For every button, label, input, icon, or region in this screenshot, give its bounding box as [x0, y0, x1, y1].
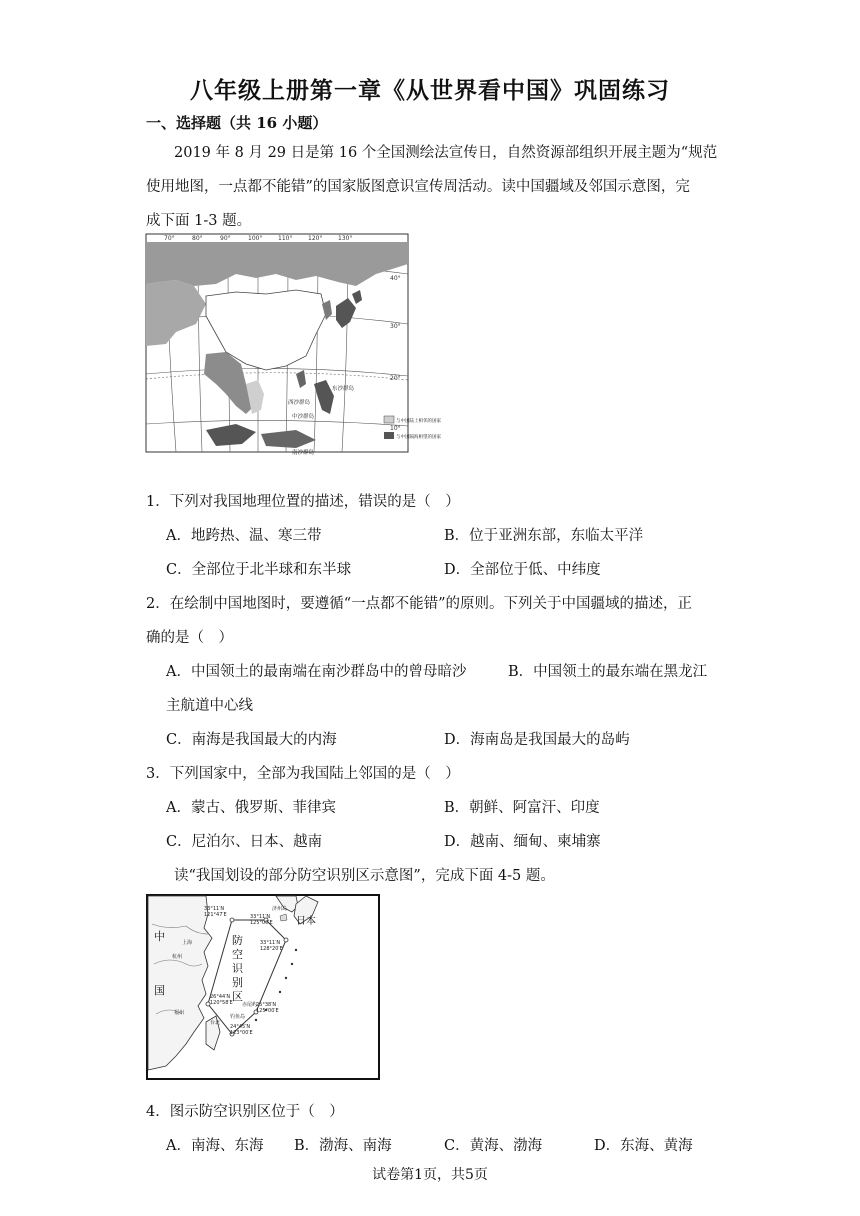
coord-label: 123°00′E	[230, 1030, 253, 1036]
lon-label: 100°	[248, 235, 263, 242]
intro-line: 使用地图，一点都不能错”的国家版图意识宣传周活动。读中国疆域及邻国示意图，完	[146, 179, 690, 195]
lon-label: 110°	[278, 235, 293, 242]
q4-option-a[interactable]: A．南海、东海	[166, 1138, 264, 1154]
intro-line: 2019 年 8 月 29 日是第 16 个全国测绘法宣传日，自然资源部组织开展主题为“规范	[174, 145, 718, 161]
island-label: 西沙群岛	[288, 400, 311, 406]
lat-label: 20°	[390, 375, 401, 382]
intro-paragraph-2: 读“我国划设的部分防空识别区示意图”，完成下面 4-5 题。	[174, 868, 555, 884]
question-4-stem: 4．图示防空识别区位于（ ）	[146, 1104, 344, 1120]
q4-option-d[interactable]: D．东海、黄海	[594, 1138, 693, 1154]
q3-option-b[interactable]: B．朝鲜、阿富汗、印度	[444, 800, 600, 816]
question-2-stem-cont: 确的是（ ）	[146, 630, 233, 646]
place-label: 上海	[182, 940, 193, 946]
lat-label: 40°	[390, 275, 401, 282]
lat-label: 30°	[390, 323, 401, 330]
lon-label: 70°	[164, 235, 175, 242]
zone-label: 别	[232, 976, 243, 989]
lon-label: 80°	[192, 235, 203, 242]
island-label: 东沙群岛	[332, 386, 355, 392]
place-label: 钓鱼岛	[230, 1014, 246, 1020]
coord-label: 25°38′N	[256, 1002, 277, 1008]
q2-option-d[interactable]: D．海南岛是我国最大的岛屿	[444, 732, 630, 748]
zone-label: 区	[232, 990, 243, 1003]
q1-option-d[interactable]: D．全部位于低、中纬度	[444, 562, 601, 578]
intro-line: 成下面 1-3 题。	[146, 213, 252, 229]
place-label: 济州岛	[272, 906, 288, 912]
coord-label: 125°00′E	[256, 1008, 279, 1014]
china-neighbors-map	[146, 234, 441, 456]
q4-option-c[interactable]: C．黄海、渤海	[444, 1138, 543, 1154]
intro-paragraph-1	[146, 136, 726, 238]
lon-label: 90°	[220, 235, 231, 242]
place-label: 台北	[210, 1020, 221, 1026]
page-footer: 试卷第1页，共5页	[372, 1167, 488, 1183]
coord-label: 120°58′E	[210, 1000, 233, 1006]
lon-label: 120°	[308, 235, 323, 242]
coord-label: 121°47′E	[204, 912, 227, 918]
coord-label: 33°11′N	[250, 914, 271, 920]
lat-label: 10°	[390, 425, 401, 432]
q4-option-b[interactable]: B．渤海、南海	[294, 1138, 392, 1154]
coord-label: 33°11′N	[260, 940, 281, 946]
section-heading: 一、选择题（共 16 小题）	[146, 114, 328, 132]
coord-label: 125°00′E	[250, 920, 273, 926]
q1-option-c[interactable]: C．全部位于北半球和东半球	[166, 562, 352, 578]
zone-label: 防	[232, 934, 243, 947]
island-label: 中沙群岛	[292, 414, 315, 420]
question-2-stem: 2．在绘制中国地图时，要遵循“一点都不能错”的原则。下列关于中国疆域的描述，正	[146, 596, 693, 612]
place-label: 赤尾屿	[242, 1002, 258, 1008]
coord-label: 33°11′N	[204, 906, 225, 912]
q2-option-b-cont: 主航道中心线	[166, 698, 253, 714]
place-label: 杭州	[172, 954, 183, 960]
place-label: 福州	[174, 1010, 185, 1016]
svg-text:与中国隔海相望的国家: 与中国隔海相望的国家	[396, 435, 441, 440]
q2-option-b[interactable]: B．中国领土的最东端在黑龙江	[508, 664, 708, 680]
q3-option-a[interactable]: A．蒙古、俄罗斯、菲律宾	[166, 800, 336, 816]
lon-label: 130°	[338, 235, 353, 242]
svg-text:与中国陆上相邻的国家: 与中国陆上相邻的国家	[396, 419, 441, 424]
q2-option-a[interactable]: A．中国领土的最南端在南沙群岛中的曾母暗沙	[166, 664, 467, 680]
japan-label: 日本	[296, 916, 316, 927]
coord-label: 26°44′N	[210, 994, 231, 1000]
coord-label: 24°45′N	[230, 1024, 251, 1030]
question-3-stem: 3．下列国家中，全部为我国陆上邻国的是（ ）	[146, 766, 460, 782]
q2-option-c[interactable]: C．南海是我国最大的内海	[166, 732, 337, 748]
country-label: 国	[154, 984, 165, 997]
country-label: 中	[154, 930, 165, 943]
q1-option-a[interactable]: A．地跨热、温、寒三带	[166, 528, 322, 544]
question-1-stem: 1．下列对我国地理位置的描述，错误的是（ ）	[146, 494, 460, 510]
q3-option-c[interactable]: C．尼泊尔、日本、越南	[166, 834, 323, 850]
q3-option-d[interactable]: D．越南、缅甸、柬埔寨	[444, 834, 601, 850]
zone-label: 空	[232, 948, 243, 961]
air-defense-zone-map	[146, 894, 380, 1080]
coord-label: 128°20′E	[260, 946, 283, 952]
zone-label: 识	[232, 962, 243, 975]
island-label: 南沙群岛	[292, 450, 315, 456]
q1-option-b[interactable]: B．位于亚洲东部，东临太平洋	[444, 528, 644, 544]
page-title: 八年级上册第一章《从世界看中国》巩固练习	[190, 77, 670, 104]
